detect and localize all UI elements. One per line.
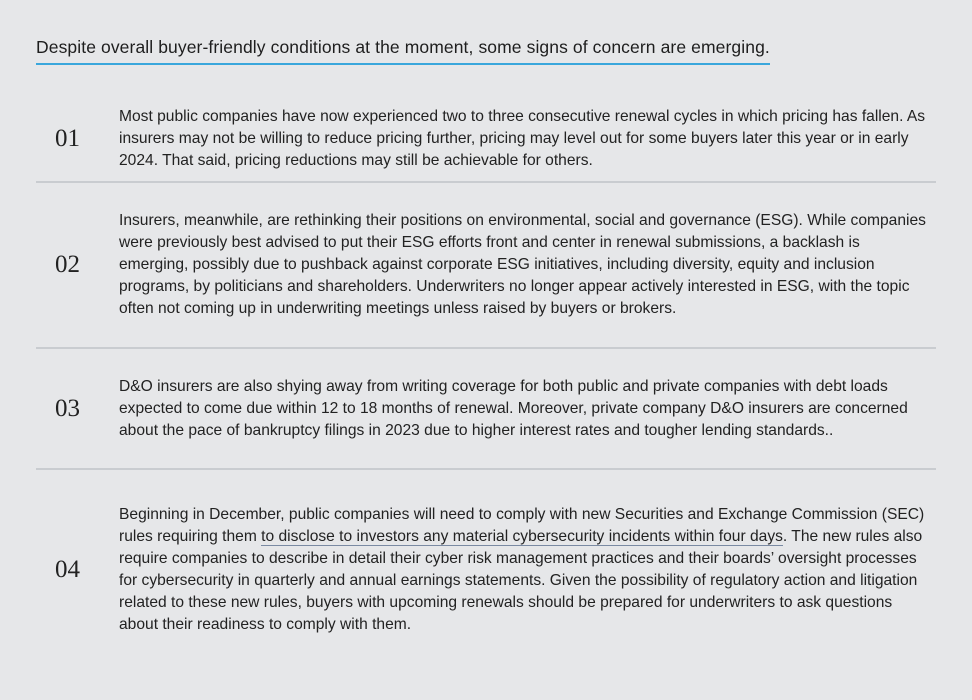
item-text-before: Beginning in December, public companies will need to comply with new Securities and Exchange Commission (SEC) rules requiring them — [119, 506, 925, 545]
section-heading: Despite overall buyer-friendly conditions at the moment, some signs of concern are emerging. — [36, 37, 770, 65]
item-text: Insurers, meanwhile, are rethinking their positions on environmental, social and governance (ESG). While companies were previously best advised to put their ESG efforts front and center in renewal submissions, a backlash is emerging, possibly due to pushback against corporate ESG initiatives, including diversity, equity and inclusion programs, by politicians and shareholders. Underwriters no longer appear actively interested in ESG, with the topic often not coming up in underwriting meetings unless raised by buyers or brokers. — [119, 212, 926, 317]
item-text — [119, 504, 936, 636]
list-item-04 — [36, 470, 936, 670]
list-item-02 — [36, 183, 936, 349]
item-number: 03 — [55, 394, 80, 422]
list-item-03 — [36, 349, 936, 470]
item-number: 02 — [55, 251, 80, 278]
list-item-01 — [36, 96, 936, 183]
sec-rules-link[interactable]: to disclose to investors any material cybersecurity incidents within four days — [261, 528, 783, 545]
item-text: D&O insurers are also shying away from writing coverage for both public and private companies with debt loads expected to come due within 12 to 18 months of renewal. Moreover, private company D&O insurers are concerned about the pace of bankruptcy filings in 2023 due to higher interest rates and tougher lending standards.. — [119, 377, 908, 439]
item-text: Most public companies have now experienced two to three consecutive renewal cycles in which pricing has fallen. As insurers may not be willing to reduce pricing further, pricing may level out for some buyers later this year or in early 2024. That said, pricing reductions may still be achievable for others. — [119, 107, 926, 169]
item-number: 04 — [55, 556, 80, 583]
item-text-after: . The new rules also require companies to describe in detail their cyber risk management practices and their boards’ oversight processes for cybersecurity in quarterly and annual earnings statements. Given the possibility of regulatory action and litigation related to these new rules, buyers with upcoming renewals should be prepared for underwriters to ask questions about their readiness to comply with them. — [119, 528, 923, 633]
concerns-list — [36, 96, 936, 670]
item-number: 01 — [55, 124, 80, 152]
